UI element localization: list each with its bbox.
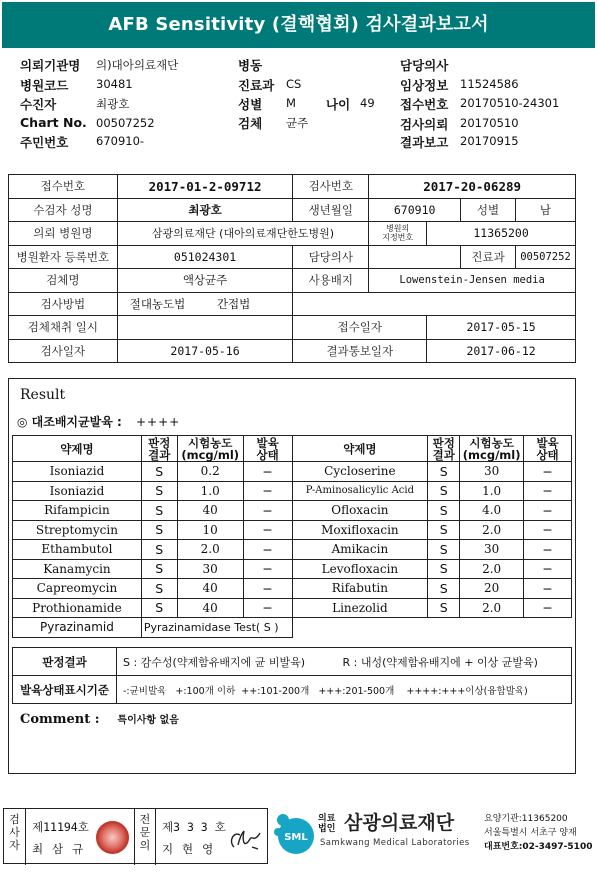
drug-growth-cell: −	[243, 520, 292, 540]
drug-judge-cell: S	[141, 559, 177, 579]
drug-sensitivity-table	[12, 435, 572, 638]
patient-label: 수진자	[20, 97, 57, 112]
drug-growth-cell: −	[524, 481, 572, 501]
doctor-label-cell: 담당의사	[293, 245, 369, 269]
legend-growth-label: 발육상태표시기준	[13, 676, 117, 704]
drug-judge-cell: S	[141, 501, 177, 521]
drug-growth-cell: −	[524, 559, 572, 579]
addr-line-3: 대표번호:02-3497-5100	[484, 842, 593, 852]
drug-growth-cell: −	[524, 598, 572, 618]
medium-label: 사용배지	[293, 269, 369, 293]
birth-value: 670910	[369, 198, 461, 222]
sex-label-cell: 성별	[461, 198, 516, 222]
tester-no: 제11194호	[32, 820, 89, 834]
clinic-value: 11524586	[460, 77, 519, 91]
hospital-label: 의뢰기관명	[20, 58, 81, 73]
drug-conc-cell: 4.0	[460, 501, 524, 521]
drug-judge-cell: S	[428, 559, 460, 579]
control-culture-value: ++++	[135, 415, 181, 429]
drug-drug-cell: Rifabutin	[292, 579, 428, 599]
drug-judge-cell: S	[141, 462, 177, 482]
method-value	[117, 292, 293, 316]
drug-conc-cell: 40	[177, 501, 243, 521]
drug-judge-cell: S	[428, 481, 460, 501]
signature-box	[3, 808, 268, 864]
header-judge	[141, 436, 177, 462]
drug-table-body	[13, 462, 572, 638]
addr-line-1: 요양기관:11365200	[484, 814, 568, 824]
header-growth-right	[524, 436, 572, 462]
drug-drug-cell: Moxifloxacin	[292, 520, 428, 540]
header-conc-right-2: (mcg/ml)	[462, 447, 521, 462]
designated-label-1: 병원의	[386, 224, 410, 234]
logo-corp-2: 법인	[318, 824, 336, 834]
chart-value: 00507252	[96, 116, 155, 130]
specimen-label: 검체	[238, 116, 263, 131]
header-conc-right-1: 시험농도	[469, 435, 514, 450]
doctor-label: 담당의사	[400, 58, 449, 73]
drug-drug-cell: Levofloxacin	[292, 559, 428, 579]
drug-conc-cell: 1.0	[177, 481, 243, 501]
header-conc-1: 시험농도	[187, 435, 233, 450]
id-label: 주민번호	[20, 135, 69, 150]
addr-line-2: 서울특별시 서초구 양재	[484, 828, 577, 838]
drug-judge-cell: S	[428, 520, 460, 540]
drug-growth-cell: −	[243, 540, 292, 560]
table-row	[13, 540, 572, 560]
drug-drug-cell: Linezolid	[292, 598, 428, 618]
designated-label-2: 지정번호	[382, 233, 414, 243]
logo-corp	[318, 814, 338, 834]
institution-address	[484, 812, 592, 854]
drug-drug-cell: Ethambutol	[13, 540, 142, 560]
clinic-label: 임상정보	[400, 78, 449, 93]
patient-info-table	[8, 174, 576, 363]
table-row	[13, 501, 572, 521]
request-value: 20170510	[460, 116, 519, 130]
drug-conc-cell: 2.0	[460, 598, 524, 618]
table-row	[13, 559, 572, 579]
method-empty	[293, 292, 576, 316]
drug-drug-cell: P-Aminosalicylic Acid	[292, 481, 428, 501]
pza-drug-cell: Pyrazinamid	[13, 618, 142, 638]
designated-value: 11365200	[427, 222, 576, 246]
drug-conc-cell: 0.2	[177, 462, 243, 482]
drug-judge-cell: S	[141, 540, 177, 560]
method-absolute: 절대농도법	[129, 296, 186, 311]
specialist-name: 지 현 영	[162, 842, 215, 856]
test-no: 2017-20-06289	[369, 175, 576, 199]
drug-conc-cell: 2.0	[460, 559, 524, 579]
drug-growth-cell: −	[243, 559, 292, 579]
header-judge-right-2: 결과	[432, 447, 455, 462]
ward-label: 병동	[238, 58, 263, 73]
method-label: 검사방법	[9, 292, 118, 316]
specimen-name: 액상균주	[117, 269, 293, 293]
header-conc	[177, 436, 243, 462]
receipt-label: 접수번호	[400, 97, 449, 112]
drug-growth-cell: −	[524, 462, 572, 482]
table-row	[13, 579, 572, 599]
method-indirect: 간접법	[216, 296, 251, 311]
drug-judge-cell: S	[428, 462, 460, 482]
specimen-name-label: 검체명	[9, 269, 118, 293]
drug-growth-cell: −	[524, 579, 572, 599]
comment	[20, 711, 179, 727]
report-date-label: 결과보고	[400, 135, 449, 150]
drug-drug-cell: Amikacin	[292, 540, 428, 560]
name-value: 최광호	[117, 198, 293, 222]
name-label: 수검자 성명	[9, 198, 118, 222]
age-label: 나이	[326, 97, 351, 112]
header-growth-right-2: 상태	[536, 447, 559, 462]
drug-judge-cell: S	[428, 540, 460, 560]
drug-judge-cell: S	[141, 520, 177, 540]
table-row	[13, 520, 572, 540]
receipt-no-label: 접수번호	[9, 175, 118, 199]
hospital-name: 삼광의료재단 (대아의료재단한도병원)	[117, 222, 369, 246]
sml-logo-icon	[272, 810, 316, 856]
drug-conc-cell: 30	[460, 462, 524, 482]
header-growth-1: 발육	[256, 435, 279, 450]
control-culture	[17, 413, 180, 430]
drug-judge-cell: S	[428, 501, 460, 521]
drug-growth-cell: −	[243, 501, 292, 521]
seal-stamp-icon	[96, 821, 129, 854]
logo-corp-1: 의료	[318, 814, 336, 824]
tester-label: 검사자	[4, 809, 26, 865]
drug-drug-cell: Rifampicin	[13, 501, 142, 521]
drug-drug-cell: Isoniazid	[13, 462, 142, 482]
drug-drug-cell: Prothionamide	[13, 598, 142, 618]
drug-growth-cell: −	[243, 481, 292, 501]
drug-conc-cell: 40	[177, 598, 243, 618]
header-conc-right	[460, 436, 524, 462]
signature-icon	[226, 827, 266, 855]
legend-judge-r: R : 내성(약제함유배지에 + 이상 균발육)	[342, 655, 538, 669]
drug-judge-cell: S	[141, 579, 177, 599]
specialist-label: 전문의	[134, 809, 156, 865]
table-row	[13, 598, 572, 618]
drug-drug-cell: Streptomycin	[13, 520, 142, 540]
drug-drug-cell: Cycloserine	[292, 462, 428, 482]
result-title: Result	[20, 387, 66, 403]
specimen-value: 균주	[286, 116, 309, 130]
dept-label-cell: 진료과	[461, 245, 516, 269]
header-drug: 약제명	[13, 436, 142, 462]
dept-value-cell: 00507252	[515, 245, 575, 269]
patient-value: 최광호	[96, 97, 130, 111]
legend-table	[12, 647, 572, 704]
code-value: 30481	[96, 77, 133, 91]
tester-name: 최 삼 규	[32, 842, 85, 856]
drug-judge-cell: S	[428, 579, 460, 599]
receipt-value: 20170510-24301	[460, 96, 560, 110]
drug-growth-cell: −	[243, 462, 292, 482]
drug-conc-cell: 30	[177, 559, 243, 579]
accept-label: 접수일자	[293, 316, 427, 340]
drug-drug-cell: Ofloxacin	[292, 501, 428, 521]
hospital-value: 의)대아의료재단	[96, 58, 179, 72]
pza-empty-cell	[292, 618, 571, 638]
designated-label	[369, 222, 427, 246]
collect-value	[117, 316, 293, 340]
drug-conc-cell: 40	[177, 579, 243, 599]
test-date-label: 검사일자	[9, 339, 118, 363]
chart-label: Chart No.	[20, 115, 87, 130]
comment-label: Comment :	[20, 712, 100, 727]
test-no-label: 검사번호	[293, 175, 369, 199]
sex-label: 성별	[238, 97, 263, 112]
result-section	[8, 378, 576, 774]
drug-drug-cell: Isoniazid	[13, 481, 142, 501]
drug-growth-cell: −	[524, 540, 572, 560]
header-growth-right-1: 발육	[536, 435, 559, 450]
drug-conc-cell: 10	[177, 520, 243, 540]
request-label: 검사의뢰	[400, 117, 449, 132]
dept-label: 진료과	[238, 78, 275, 93]
legend-growth-text: -:균비발육 +:100개 이하 ++:101-200개 +++:201-500개 ++++:+++이상(융합발육)	[117, 676, 572, 704]
collect-label: 검체채취 일시	[9, 316, 118, 340]
birth-label: 생년월일	[293, 198, 369, 222]
legend-judge-text	[117, 648, 572, 676]
report-date-value: 20170915	[460, 134, 519, 148]
logo-mark: SML	[284, 832, 308, 843]
reg-label: 병원환자 등록번호	[9, 245, 118, 269]
drug-conc-cell: 2.0	[177, 540, 243, 560]
id-value: 670910-	[96, 134, 145, 148]
notify-value: 2017-06-12	[427, 339, 576, 363]
header-conc-2: (mcg/ml)	[181, 447, 240, 462]
header-growth	[243, 436, 292, 462]
dept-value: CS	[286, 77, 302, 91]
hospital-name-label: 의뢰 병원명	[9, 222, 118, 246]
report-header	[0, 52, 597, 172]
drug-judge-cell: S	[141, 481, 177, 501]
header-growth-2: 상태	[256, 447, 279, 462]
legend-judge-s: S : 감수성(약제함유배지에 균 비발육)	[123, 655, 306, 669]
header-judge-2: 결과	[148, 447, 171, 462]
drug-growth-cell: −	[524, 501, 572, 521]
drug-growth-cell: −	[243, 598, 292, 618]
pza-test-cell: Pyrazinamidase Test( S )	[141, 618, 292, 638]
receipt-no: 2017-01-2-09712	[117, 175, 293, 199]
sex-value: M	[286, 96, 296, 110]
accept-value: 2017-05-15	[427, 316, 576, 340]
drug-growth-cell: −	[524, 520, 572, 540]
doctor-value	[369, 245, 461, 269]
report-footer	[0, 804, 597, 872]
drug-judge-cell: S	[428, 598, 460, 618]
drug-drug-cell: Kanamycin	[13, 559, 142, 579]
drug-drug-cell: Capreomycin	[13, 579, 142, 599]
table-row-pyrazinamide	[13, 618, 572, 638]
sex-value-cell: 남	[515, 198, 575, 222]
drug-judge-cell: S	[141, 598, 177, 618]
reg-value: 051024301	[117, 245, 293, 269]
drug-growth-cell: −	[243, 579, 292, 599]
drug-conc-cell: 1.0	[460, 481, 524, 501]
drug-conc-cell: 2.0	[460, 520, 524, 540]
age-value: 49	[360, 96, 375, 110]
logo-english: Samkwang Medical Laboratories	[320, 838, 470, 848]
specialist-no: 제3 3 3 호	[162, 820, 226, 834]
legend-judge-label: 판정결과	[13, 648, 117, 676]
medium-value: Lowenstein-Jensen media	[369, 269, 576, 293]
control-culture-label: ◎ 대조배지균발육 :	[17, 415, 122, 429]
header-judge-right-1: 판정	[432, 435, 455, 450]
header-judge-right	[428, 436, 460, 462]
drug-conc-cell: 30	[460, 540, 524, 560]
notify-label: 결과통보일자	[293, 339, 427, 363]
table-row	[13, 481, 572, 501]
header-drug-right: 약제명	[292, 436, 428, 462]
comment-value: 특이사항 없음	[117, 715, 179, 726]
test-date-value: 2017-05-16	[117, 339, 293, 363]
table-row	[13, 462, 572, 482]
logo-name: 삼광의료재단	[344, 812, 455, 834]
report-title: AFB Sensitivity (결핵협회) 검사결과보고서	[2, 2, 595, 48]
drug-conc-cell: 20	[460, 579, 524, 599]
code-label: 병원코드	[20, 78, 69, 93]
header-judge-1: 판정	[148, 435, 171, 450]
